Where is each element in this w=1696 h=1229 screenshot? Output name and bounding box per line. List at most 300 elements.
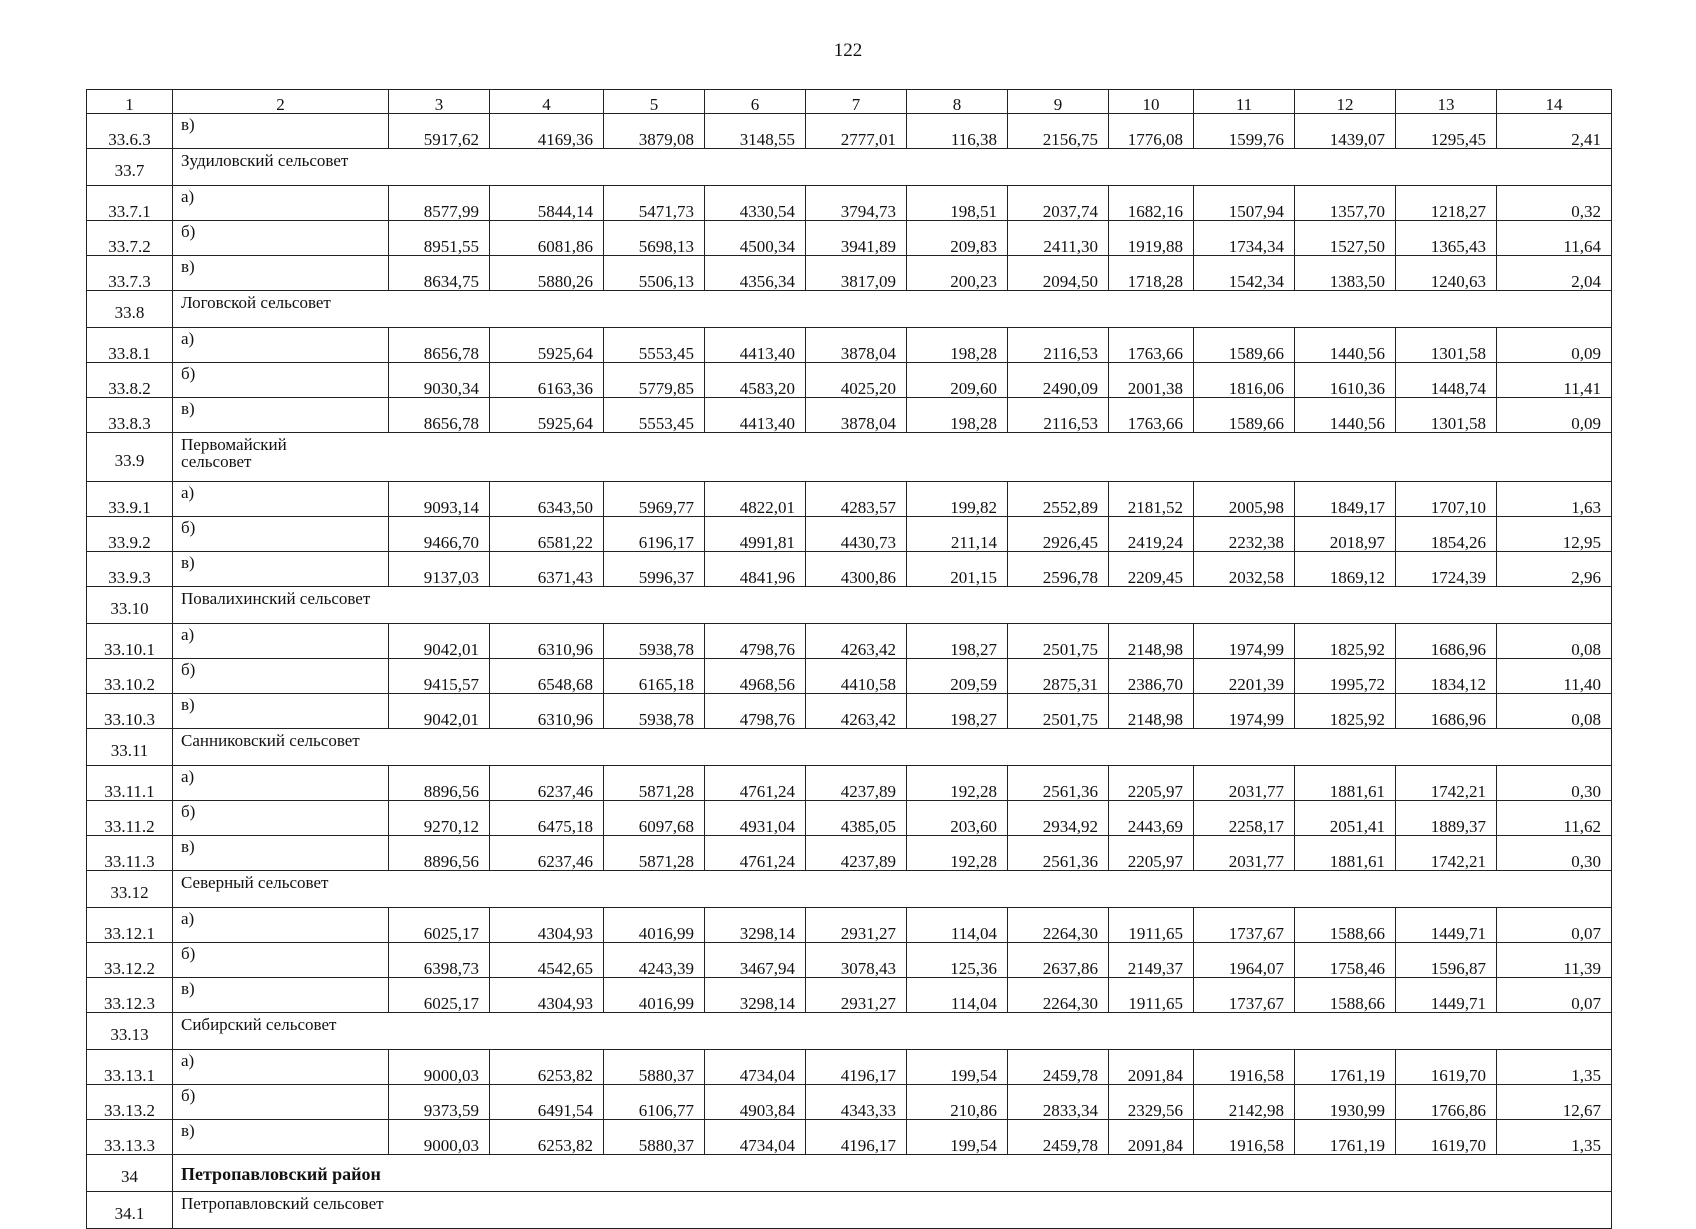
value-cell: 9415,57	[389, 659, 490, 694]
value-cell: 2258,17	[1194, 801, 1295, 836]
column-header: 2	[173, 90, 389, 114]
value-cell: 3878,04	[806, 398, 907, 433]
value-cell: 5925,64	[490, 398, 604, 433]
data-row	[87, 363, 1612, 398]
value-cell: 1825,92	[1295, 624, 1396, 659]
value-cell: 2637,86	[1008, 943, 1109, 978]
value-cell: 4841,96	[705, 552, 806, 587]
data-row	[87, 221, 1612, 256]
row-code: 33.11.2	[87, 801, 173, 836]
data-row	[87, 482, 1612, 517]
row-variant: б)	[173, 801, 389, 836]
value-cell: 4330,54	[705, 186, 806, 221]
value-cell: 4263,42	[806, 624, 907, 659]
row-variant: в)	[173, 836, 389, 871]
value-cell: 2833,34	[1008, 1085, 1109, 1120]
section-name: Повалихинский сельсовет	[173, 587, 1612, 624]
value-cell: 2931,27	[806, 908, 907, 943]
value-cell: 1776,08	[1109, 114, 1194, 149]
value-cell: 1588,66	[1295, 978, 1396, 1013]
value-cell: 6581,22	[490, 517, 604, 552]
data-row	[87, 1085, 1612, 1120]
value-cell: 1742,21	[1396, 766, 1497, 801]
value-cell: 3794,73	[806, 186, 907, 221]
section-row	[87, 587, 1612, 624]
row-code: 33.8.2	[87, 363, 173, 398]
value-cell: 5506,13	[604, 256, 705, 291]
value-cell: 198,27	[907, 694, 1008, 729]
row-variant: а)	[173, 1050, 389, 1085]
column-header: 12	[1295, 90, 1396, 114]
data-row	[87, 801, 1612, 836]
row-code: 33.9.3	[87, 552, 173, 587]
value-cell: 114,04	[907, 978, 1008, 1013]
value-cell: 6196,17	[604, 517, 705, 552]
column-header: 11	[1194, 90, 1295, 114]
value-cell: 1448,74	[1396, 363, 1497, 398]
value-cell: 2931,27	[806, 978, 907, 1013]
value-cell: 6237,46	[490, 766, 604, 801]
value-cell: 1825,92	[1295, 694, 1396, 729]
value-cell: 4413,40	[705, 398, 806, 433]
row-code: 33.6.3	[87, 114, 173, 149]
value-cell: 2037,74	[1008, 186, 1109, 221]
row-variant: а)	[173, 908, 389, 943]
value-cell: 6548,68	[490, 659, 604, 694]
section-row	[87, 1192, 1612, 1229]
value-cell: 1,63	[1497, 482, 1612, 517]
value-cell: 2,96	[1497, 552, 1612, 587]
value-cell: 5698,13	[604, 221, 705, 256]
value-cell: 2232,38	[1194, 517, 1295, 552]
value-cell: 1916,58	[1194, 1120, 1295, 1155]
value-cell: 2264,30	[1008, 908, 1109, 943]
row-code: 33.12.2	[87, 943, 173, 978]
value-cell: 6310,96	[490, 694, 604, 729]
value-cell: 0,08	[1497, 624, 1612, 659]
value-cell: 4237,89	[806, 836, 907, 871]
row-code: 33.7.2	[87, 221, 173, 256]
value-cell: 6371,43	[490, 552, 604, 587]
value-cell: 199,54	[907, 1050, 1008, 1085]
value-cell: 1301,58	[1396, 398, 1497, 433]
value-cell: 1916,58	[1194, 1050, 1295, 1085]
row-code: 33.11.1	[87, 766, 173, 801]
value-cell: 4798,76	[705, 624, 806, 659]
value-cell: 2051,41	[1295, 801, 1396, 836]
value-cell: 4016,99	[604, 908, 705, 943]
value-cell: 3298,14	[705, 908, 806, 943]
row-variant: а)	[173, 186, 389, 221]
value-cell: 8634,75	[389, 256, 490, 291]
value-cell: 3941,89	[806, 221, 907, 256]
value-cell: 5553,45	[604, 398, 705, 433]
value-cell: 2018,97	[1295, 517, 1396, 552]
column-number-row	[87, 90, 1612, 114]
value-cell: 2777,01	[806, 114, 907, 149]
value-cell: 1718,28	[1109, 256, 1194, 291]
value-cell: 200,23	[907, 256, 1008, 291]
value-cell: 9042,01	[389, 694, 490, 729]
value-cell: 0,09	[1497, 398, 1612, 433]
value-cell: 6475,18	[490, 801, 604, 836]
section-name: Северный сельсовет	[173, 871, 1612, 908]
value-cell: 0,07	[1497, 908, 1612, 943]
value-cell: 1301,58	[1396, 328, 1497, 363]
value-cell: 1763,66	[1109, 328, 1194, 363]
value-cell: 2001,38	[1109, 363, 1194, 398]
row-code: 33.8.1	[87, 328, 173, 363]
value-cell: 11,39	[1497, 943, 1612, 978]
value-cell: 1761,19	[1295, 1120, 1396, 1155]
value-cell: 2205,97	[1109, 766, 1194, 801]
value-cell: 1911,65	[1109, 978, 1194, 1013]
tariff-table	[86, 89, 1612, 1229]
value-cell: 1610,36	[1295, 363, 1396, 398]
value-cell: 1889,37	[1396, 801, 1497, 836]
value-cell: 2459,78	[1008, 1120, 1109, 1155]
data-row	[87, 659, 1612, 694]
value-cell: 2209,45	[1109, 552, 1194, 587]
value-cell: 1724,39	[1396, 552, 1497, 587]
value-cell: 11,41	[1497, 363, 1612, 398]
column-header: 7	[806, 90, 907, 114]
value-cell: 2201,39	[1194, 659, 1295, 694]
value-cell: 2091,84	[1109, 1050, 1194, 1085]
section-name: Петропавловский сельсовет	[173, 1192, 1612, 1229]
value-cell: 4761,24	[705, 766, 806, 801]
value-cell: 2501,75	[1008, 694, 1109, 729]
value-cell: 1919,88	[1109, 221, 1194, 256]
row-variant: в)	[173, 694, 389, 729]
row-code: 33.9.2	[87, 517, 173, 552]
row-variant: б)	[173, 943, 389, 978]
value-cell: 6165,18	[604, 659, 705, 694]
row-variant: б)	[173, 1085, 389, 1120]
value-cell: 1542,34	[1194, 256, 1295, 291]
value-cell: 0,08	[1497, 694, 1612, 729]
value-cell: 1619,70	[1396, 1050, 1497, 1085]
row-variant: в)	[173, 114, 389, 149]
value-cell: 4300,86	[806, 552, 907, 587]
value-cell: 4356,34	[705, 256, 806, 291]
value-cell: 4169,36	[490, 114, 604, 149]
value-cell: 3879,08	[604, 114, 705, 149]
row-code: 33.12.3	[87, 978, 173, 1013]
value-cell: 4542,65	[490, 943, 604, 978]
value-cell: 0,07	[1497, 978, 1612, 1013]
data-row	[87, 1120, 1612, 1155]
data-row	[87, 978, 1612, 1013]
value-cell: 5880,37	[604, 1120, 705, 1155]
value-cell: 5938,78	[604, 694, 705, 729]
row-variant: б)	[173, 221, 389, 256]
value-cell: 4430,73	[806, 517, 907, 552]
value-cell: 1930,99	[1295, 1085, 1396, 1120]
value-cell: 1742,21	[1396, 836, 1497, 871]
value-cell: 6237,46	[490, 836, 604, 871]
value-cell: 198,28	[907, 398, 1008, 433]
value-cell: 1758,46	[1295, 943, 1396, 978]
value-cell: 2561,36	[1008, 836, 1109, 871]
value-cell: 2031,77	[1194, 836, 1295, 871]
value-cell: 2419,24	[1109, 517, 1194, 552]
value-cell: 1686,96	[1396, 624, 1497, 659]
row-code: 33.13.3	[87, 1120, 173, 1155]
column-header: 6	[705, 90, 806, 114]
row-variant: в)	[173, 978, 389, 1013]
value-cell: 1881,61	[1295, 766, 1396, 801]
value-cell: 2148,98	[1109, 694, 1194, 729]
row-code: 33.12.1	[87, 908, 173, 943]
section-name: Сибирский сельсовет	[173, 1013, 1612, 1050]
value-cell: 201,15	[907, 552, 1008, 587]
row-variant: в)	[173, 552, 389, 587]
value-cell: 1974,99	[1194, 694, 1295, 729]
value-cell: 1,35	[1497, 1050, 1612, 1085]
value-cell: 1816,06	[1194, 363, 1295, 398]
value-cell: 198,51	[907, 186, 1008, 221]
value-cell: 4991,81	[705, 517, 806, 552]
value-cell: 6253,82	[490, 1120, 604, 1155]
row-code: 33.7.1	[87, 186, 173, 221]
value-cell: 6081,86	[490, 221, 604, 256]
value-cell: 6253,82	[490, 1050, 604, 1085]
value-cell: 6398,73	[389, 943, 490, 978]
value-cell: 8656,78	[389, 328, 490, 363]
value-cell: 1440,56	[1295, 398, 1396, 433]
row-variant: б)	[173, 363, 389, 398]
value-cell: 8577,99	[389, 186, 490, 221]
value-cell: 192,28	[907, 836, 1008, 871]
column-header: 13	[1396, 90, 1497, 114]
value-cell: 0,30	[1497, 836, 1612, 871]
value-cell: 4410,58	[806, 659, 907, 694]
value-cell: 1527,50	[1295, 221, 1396, 256]
value-cell: 1964,07	[1194, 943, 1295, 978]
value-cell: 0,09	[1497, 328, 1612, 363]
value-cell: 5471,73	[604, 186, 705, 221]
value-cell: 1619,70	[1396, 1120, 1497, 1155]
data-row	[87, 398, 1612, 433]
value-cell: 8896,56	[389, 766, 490, 801]
value-cell: 9000,03	[389, 1050, 490, 1085]
row-code: 33.12	[87, 871, 173, 908]
value-cell: 1686,96	[1396, 694, 1497, 729]
value-cell: 9466,70	[389, 517, 490, 552]
value-cell: 4196,17	[806, 1050, 907, 1085]
data-row	[87, 1050, 1612, 1085]
value-cell: 1881,61	[1295, 836, 1396, 871]
value-cell: 1596,87	[1396, 943, 1497, 978]
value-cell: 210,86	[907, 1085, 1008, 1120]
row-code: 33.13.1	[87, 1050, 173, 1085]
value-cell: 11,40	[1497, 659, 1612, 694]
value-cell: 2156,75	[1008, 114, 1109, 149]
value-cell: 2552,89	[1008, 482, 1109, 517]
value-cell: 1682,16	[1109, 186, 1194, 221]
value-cell: 4903,84	[705, 1085, 806, 1120]
value-cell: 6025,17	[389, 908, 490, 943]
row-variant: б)	[173, 659, 389, 694]
data-row	[87, 908, 1612, 943]
value-cell: 9270,12	[389, 801, 490, 836]
value-cell: 4385,05	[806, 801, 907, 836]
value-cell: 1507,94	[1194, 186, 1295, 221]
value-cell: 1383,50	[1295, 256, 1396, 291]
data-row	[87, 552, 1612, 587]
value-cell: 4734,04	[705, 1050, 806, 1085]
value-cell: 5969,77	[604, 482, 705, 517]
value-cell: 5871,28	[604, 836, 705, 871]
value-cell: 203,60	[907, 801, 1008, 836]
data-row	[87, 186, 1612, 221]
section-row	[87, 1013, 1612, 1050]
value-cell: 1588,66	[1295, 908, 1396, 943]
value-cell: 9093,14	[389, 482, 490, 517]
value-cell: 1737,67	[1194, 908, 1295, 943]
value-cell: 2142,98	[1194, 1085, 1295, 1120]
value-cell: 2561,36	[1008, 766, 1109, 801]
value-cell: 4413,40	[705, 328, 806, 363]
row-variant: а)	[173, 482, 389, 517]
value-cell: 2934,92	[1008, 801, 1109, 836]
value-cell: 4968,56	[705, 659, 806, 694]
row-variant: б)	[173, 517, 389, 552]
value-cell: 2091,84	[1109, 1120, 1194, 1155]
value-cell: 4931,04	[705, 801, 806, 836]
value-cell: 2,41	[1497, 114, 1612, 149]
value-cell: 9137,03	[389, 552, 490, 587]
value-cell: 198,28	[907, 328, 1008, 363]
section-name: Первомайский сельсовет	[173, 433, 1612, 482]
value-cell: 1911,65	[1109, 908, 1194, 943]
column-header: 4	[490, 90, 604, 114]
row-variant: а)	[173, 766, 389, 801]
value-cell: 2926,45	[1008, 517, 1109, 552]
row-code: 33.9	[87, 433, 173, 482]
value-cell: 1854,26	[1396, 517, 1497, 552]
value-cell: 1707,10	[1396, 482, 1497, 517]
value-cell: 5779,85	[604, 363, 705, 398]
value-cell: 8896,56	[389, 836, 490, 871]
value-cell: 1763,66	[1109, 398, 1194, 433]
data-row	[87, 836, 1612, 871]
value-cell: 4822,01	[705, 482, 806, 517]
value-cell: 4263,42	[806, 694, 907, 729]
value-cell: 1295,45	[1396, 114, 1497, 149]
value-cell: 2329,56	[1109, 1085, 1194, 1120]
page-number: 122	[833, 40, 863, 61]
value-cell: 12,95	[1497, 517, 1612, 552]
value-cell: 4283,57	[806, 482, 907, 517]
value-cell: 2596,78	[1008, 552, 1109, 587]
value-cell: 2490,09	[1008, 363, 1109, 398]
data-row	[87, 517, 1612, 552]
value-cell: 6106,77	[604, 1085, 705, 1120]
value-cell: 4761,24	[705, 836, 806, 871]
value-cell: 2005,98	[1194, 482, 1295, 517]
value-cell: 3148,55	[705, 114, 806, 149]
value-cell: 1974,99	[1194, 624, 1295, 659]
data-row	[87, 114, 1612, 149]
value-cell: 5880,26	[490, 256, 604, 291]
value-cell: 4196,17	[806, 1120, 907, 1155]
value-cell: 6097,68	[604, 801, 705, 836]
value-cell: 11,64	[1497, 221, 1612, 256]
column-header: 10	[1109, 90, 1194, 114]
value-cell: 209,60	[907, 363, 1008, 398]
row-variant: в)	[173, 1120, 389, 1155]
value-cell: 198,27	[907, 624, 1008, 659]
value-cell: 5925,64	[490, 328, 604, 363]
value-cell: 2411,30	[1008, 221, 1109, 256]
value-cell: 5871,28	[604, 766, 705, 801]
value-cell: 2501,75	[1008, 624, 1109, 659]
section-name: Петропавловский район	[173, 1155, 1612, 1192]
value-cell: 4798,76	[705, 694, 806, 729]
value-cell: 2205,97	[1109, 836, 1194, 871]
value-cell: 2148,98	[1109, 624, 1194, 659]
value-cell: 1599,76	[1194, 114, 1295, 149]
value-cell: 1995,72	[1295, 659, 1396, 694]
value-cell: 2181,52	[1109, 482, 1194, 517]
value-cell: 2875,31	[1008, 659, 1109, 694]
value-cell: 2264,30	[1008, 978, 1109, 1013]
value-cell: 5553,45	[604, 328, 705, 363]
value-cell: 11,62	[1497, 801, 1612, 836]
row-code: 33.10.3	[87, 694, 173, 729]
value-cell: 192,28	[907, 766, 1008, 801]
value-cell: 2116,53	[1008, 398, 1109, 433]
value-cell: 4025,20	[806, 363, 907, 398]
row-code: 33.9.1	[87, 482, 173, 517]
row-code: 33.10.1	[87, 624, 173, 659]
section-row	[87, 1155, 1612, 1192]
column-header: 3	[389, 90, 490, 114]
value-cell: 2032,58	[1194, 552, 1295, 587]
value-cell: 2386,70	[1109, 659, 1194, 694]
section-row	[87, 149, 1612, 186]
value-cell: 199,82	[907, 482, 1008, 517]
row-variant: в)	[173, 398, 389, 433]
row-code: 33.13	[87, 1013, 173, 1050]
row-code: 33.10	[87, 587, 173, 624]
value-cell: 5917,62	[389, 114, 490, 149]
value-cell: 0,30	[1497, 766, 1612, 801]
row-code: 33.10.2	[87, 659, 173, 694]
data-row	[87, 694, 1612, 729]
value-cell: 2443,69	[1109, 801, 1194, 836]
value-cell: 1449,71	[1396, 908, 1497, 943]
value-cell: 1365,43	[1396, 221, 1497, 256]
data-row	[87, 943, 1612, 978]
row-variant: в)	[173, 256, 389, 291]
value-cell: 1761,19	[1295, 1050, 1396, 1085]
value-cell: 1589,66	[1194, 398, 1295, 433]
row-code: 34	[87, 1155, 173, 1192]
column-header: 9	[1008, 90, 1109, 114]
value-cell: 4304,93	[490, 978, 604, 1013]
value-cell: 2459,78	[1008, 1050, 1109, 1085]
value-cell: 2031,77	[1194, 766, 1295, 801]
section-row	[87, 433, 1612, 482]
value-cell: 2149,37	[1109, 943, 1194, 978]
value-cell: 3467,94	[705, 943, 806, 978]
value-cell: 1439,07	[1295, 114, 1396, 149]
value-cell: 12,67	[1497, 1085, 1612, 1120]
data-row	[87, 328, 1612, 363]
